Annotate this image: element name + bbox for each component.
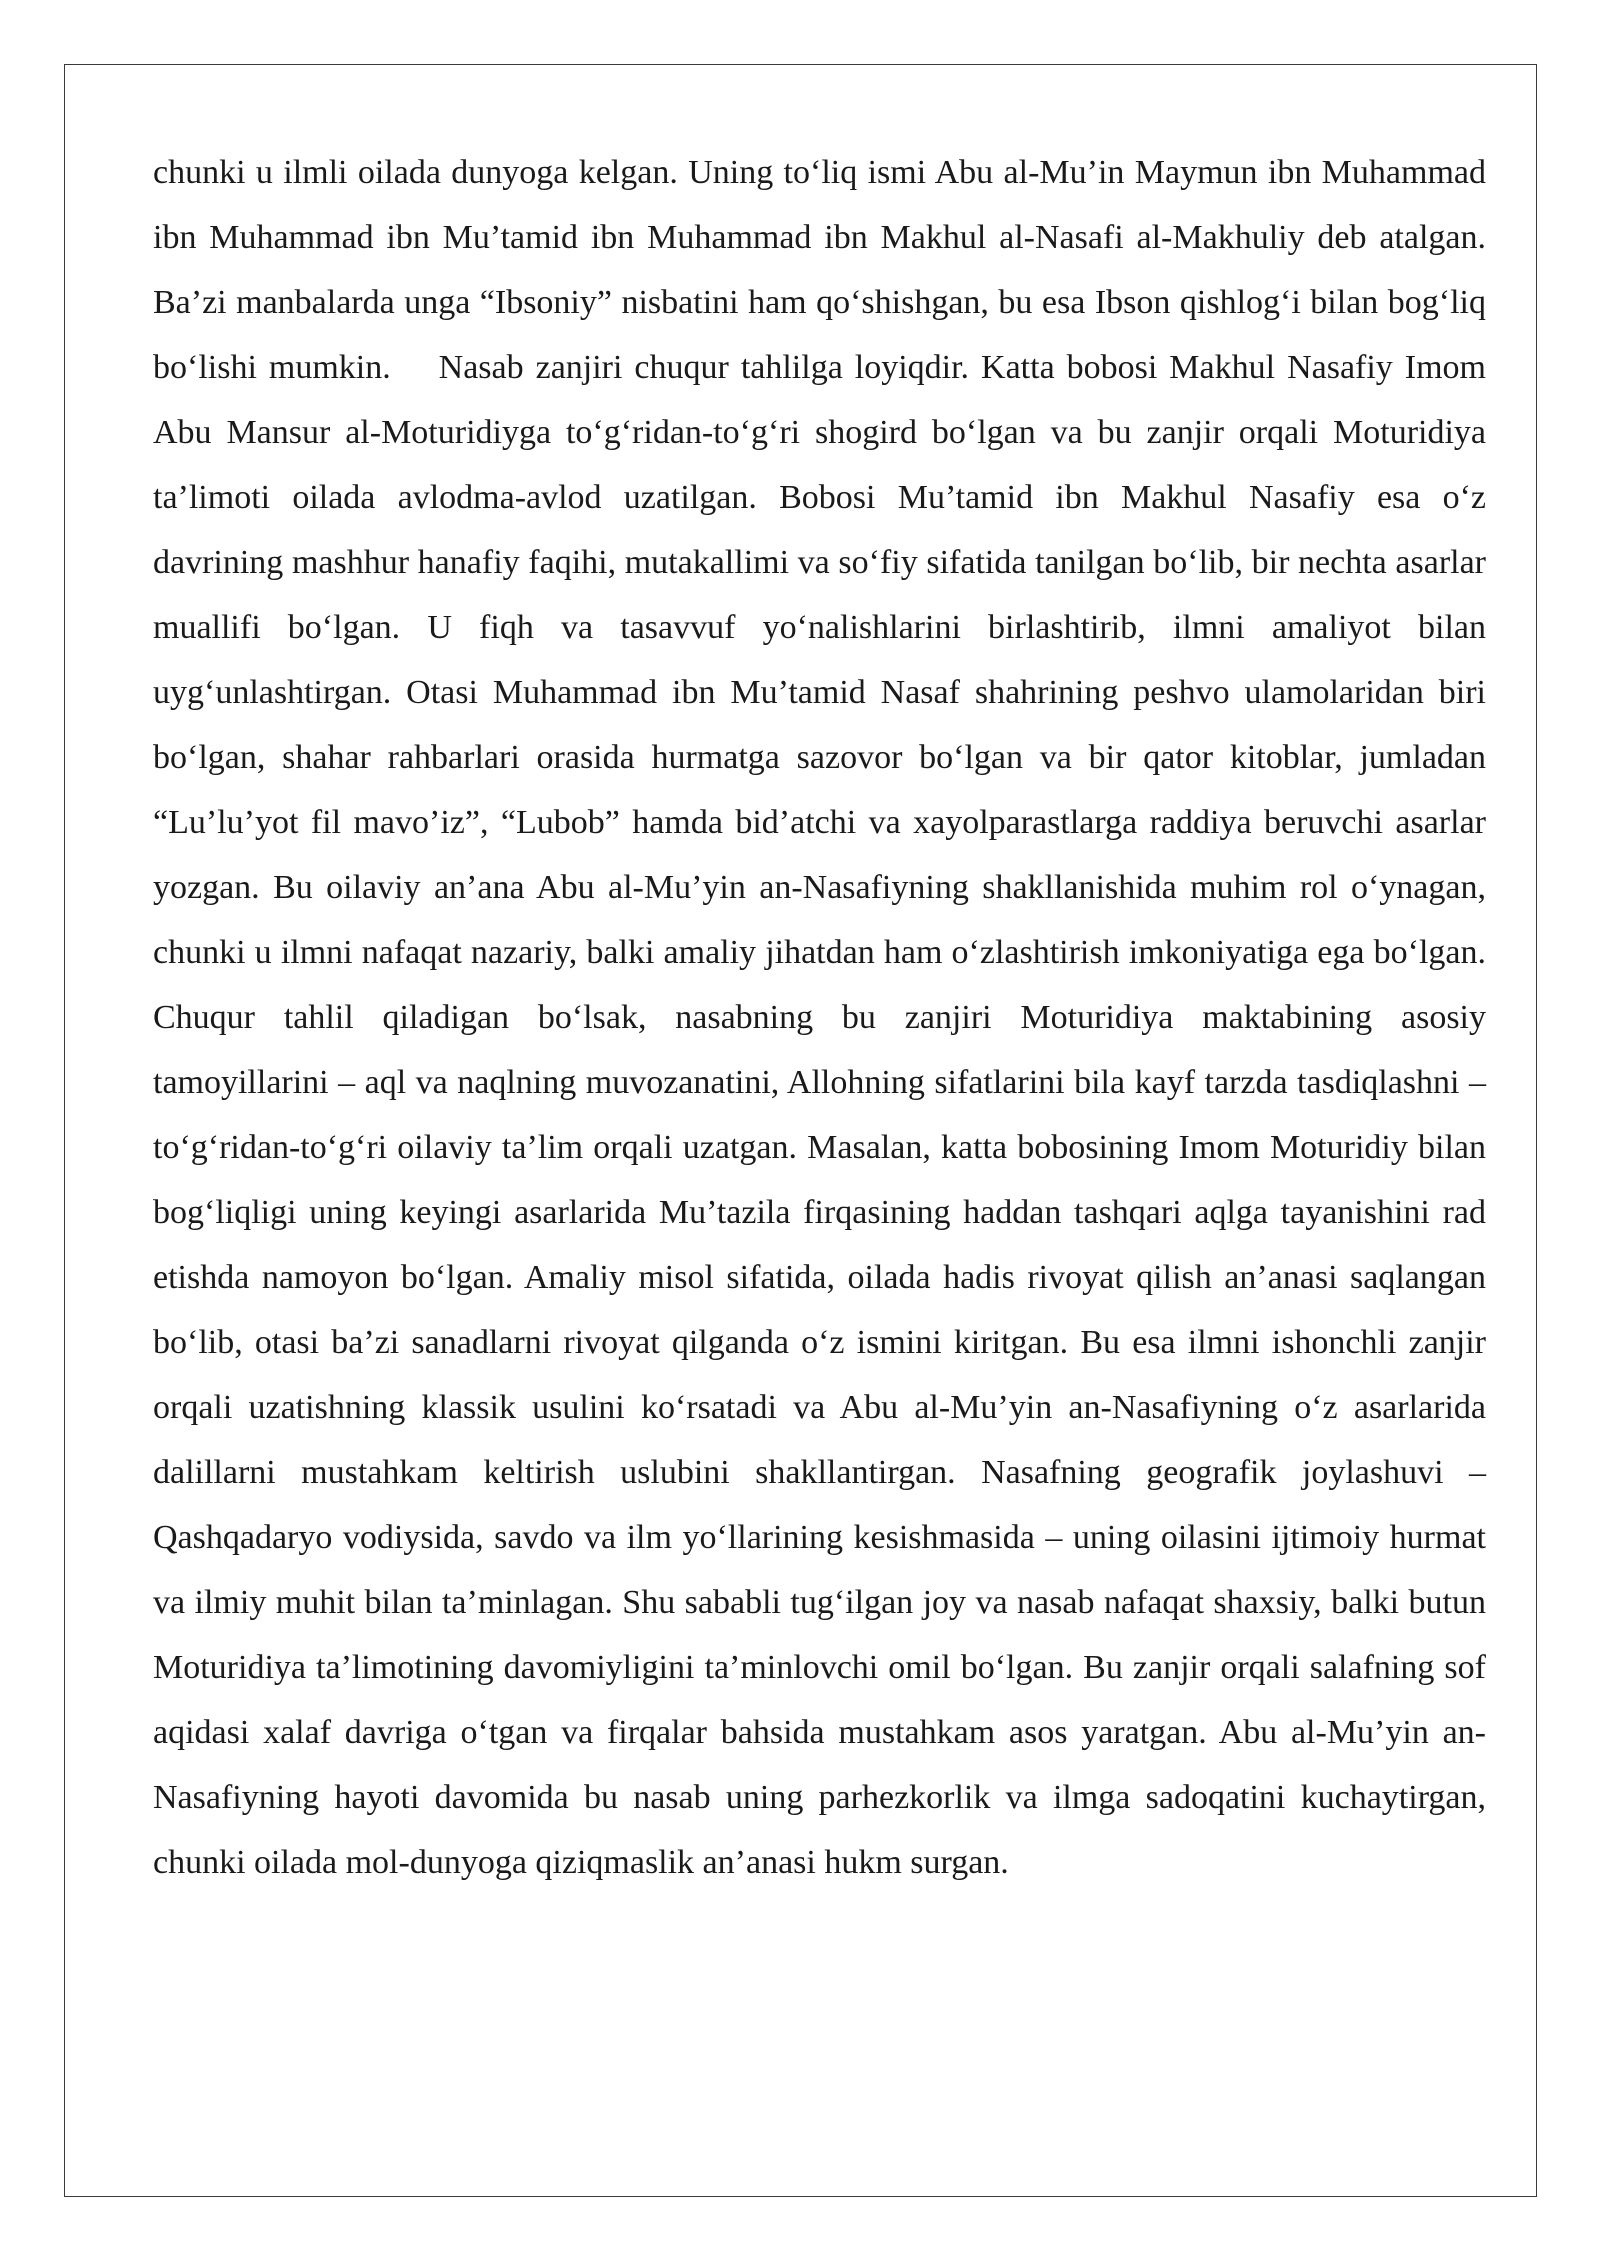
body-paragraph: chunki u ilmli oilada dunyoga kelgan. Uning to‘liq ismi Abu al-Mu’in Maymun ibn Muhammad ibn Muhammad ibn Mu’tamid ibn Muhammad ibn Makhul al-Nasafi al-Makhuliy deb atalgan. Ba’zi manbalarda unga “Ibsoniy” nisbatini ham qo‘shishgan, bu esa Ibson qishlog‘i bilan bog‘liq bo‘lishi mumkin. Nasab zanjiri chuqur tahlilga loyiqdir. Katta bobosi Makhul Nasafiy Imom Abu Mansur al-Moturidiyga to‘g‘ridan-to‘g‘ri shogird bo‘lgan va bu zanjir orqali Moturidiya ta’limoti oilada avlodma-avlod uzatilgan. Bobosi Mu’tamid ibn Makhul Nasafiy esa o‘z davrining mashhur hanafiy faqihi, mutakallimi va so‘fiy sifatida tanilgan bo‘lib, bir nechta asarlar muallifi bo‘lgan. U fiqh va tasavvuf yo‘nalishlarini birlashtirib, ilmni amaliyot bilan uyg‘unlashtirgan. Otasi Muhammad ibn Mu’tamid Nasaf shahrining peshvo ulamolaridan biri bo‘lgan, shahar rahbarlari orasida hurmatga sazovor bo‘lgan va bir qator kitoblar, jumladan “Lu’lu’yot fil mavo’iz”, “Lubob” hamda bid’atchi va xayolparastlarga raddiya beruvchi asarlar yozgan. Bu oilaviy an’ana Abu al-Mu’yin an-Nasafiyning shakllanishida muhim rol o‘ynagan, chunki u ilmni nafaqat nazariy, balki amaliy jihatdan ham o‘zlashtirish imkoniyatiga ega bo‘lgan. Chuqur tahlil qiladigan bo‘lsak, nasabning bu zanjiri Moturidiya maktabining asosiy tamoyillarini – aql va naqlning muvozanatini, Allohning sifatlarini bila kayf tarzda tasdiqlashni – to‘g‘ridan-to‘g‘ri oilaviy ta’lim orqali uzatgan. Masalan, katta bobosining Imom Moturidiy bilan bog‘liqligi uning keyingi asarlarida Mu’tazila firqasining haddan tashqari aqlga tayanishini rad etishda namoyon bo‘lgan. Amaliy misol sifatida, oilada hadis rivoyat qilish an’anasi saqlangan bo‘lib, otasi ba’zi sanadlarni rivoyat qilganda o‘z ismini kiritgan. Bu esa ilmni ishonchli zanjir orqali uzatishning klassik usulini ko‘rsatadi va Abu al-Mu’yin an-Nasafiyning o‘z asarlarida dalillarni mustahkam keltirish uslubini shakllantirgan. Nasafning geografik joylashuvi – Qashqadaryo vodiysida, savdo va ilm yo‘llarining kesishmasida – uning oilasini ijtimoiy hurmat va ilmiy muhit bilan ta’minlagan. Shu sababli tug‘ilgan joy va nasab nafaqat shaxsiy, balki butun Moturidiya ta’limotining davomiyligini ta’minlovchi omil bo‘lgan. Bu zanjir orqali salafning sof aqidasi xalaf davriga o‘tgan va firqalar bahsida mustahkam asos yaratgan. Abu al-Mu’yin an-Nasafiyning hayoti davomida bu nasab uning parhezkorlik va ilmga sadoqatini kuchaytirgan, chunki oilada mol-dunyoga qiziqmaslik an’anasi hukm surgan. bbox=[153, 154, 1520, 1881]
